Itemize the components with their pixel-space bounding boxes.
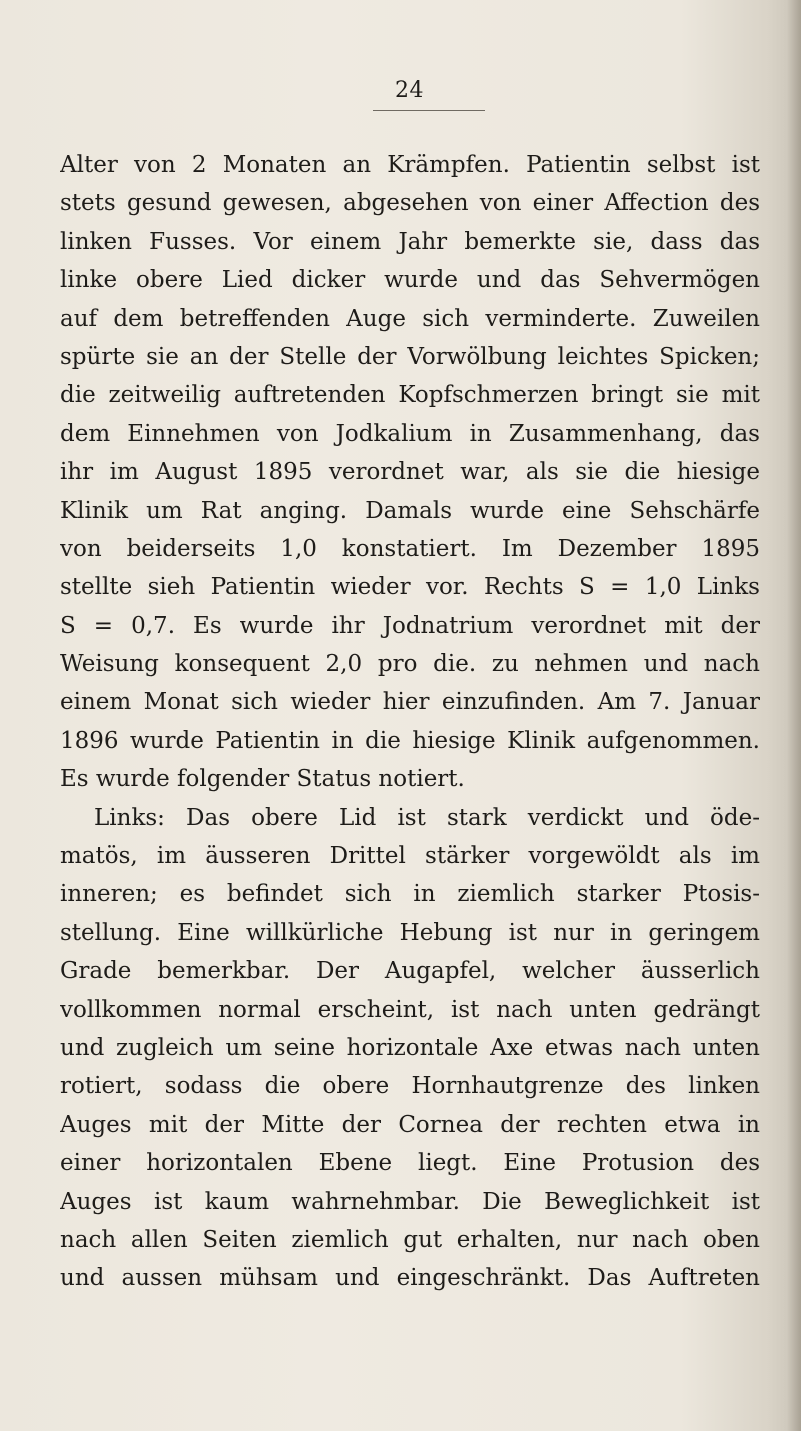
- page-number-rule: [373, 110, 485, 111]
- text-line: einem Monat sich wieder hier einzufinden. Am 7. Januar: [60, 689, 760, 716]
- text-line: nach allen Seiten ziemlich gut erhalten, nur nach oben: [60, 1226, 760, 1253]
- text-line: 1896 wurde Patientin in die hiesige Klinik aufgenommen.: [60, 727, 760, 754]
- text-line: und zugleich um seine horizontale Axe etwas nach unten: [60, 1034, 760, 1061]
- text-line: Auges ist kaum wahrnehmbar. Die Beweglichkeit ist: [60, 1188, 760, 1215]
- text-line: stellte sieh Patientin wieder vor. Rechts S = 1,0 Links: [60, 574, 760, 601]
- body-text: [60, 146, 760, 1298]
- text-line: stellung. Eine willkürliche Hebung ist nur in geringem: [60, 919, 760, 946]
- text-line: ihr im August 1895 verordnet war, als sie die hiesige: [60, 459, 760, 486]
- text-line: von beiderseits 1,0 konstatiert. Im Dezember 1895: [60, 535, 760, 562]
- text-line: matös, im äusseren Drittel stärker vorgewöldt als im: [60, 843, 760, 870]
- page-number: 24: [395, 78, 424, 103]
- text-line: Klinik um Rat anging. Damals wurde eine Sehschärfe: [60, 497, 760, 524]
- text-line: Alter von 2 Monaten an Krämpfen. Patientin selbst ist: [60, 152, 760, 178]
- page-edge-shadow: [787, 0, 801, 1431]
- text-line: auf dem betreffenden Auge sich verminderte. Zuweilen: [60, 305, 760, 332]
- text-line: Auges mit der Mitte der Cornea der rechten etwa in: [60, 1111, 760, 1138]
- text-line: Weisung konsequent 2,0 pro die. zu nehmen und nach: [60, 651, 760, 678]
- text-line: einer horizontalen Ebene liegt. Eine Protusion des: [60, 1150, 760, 1177]
- text-line: spürte sie an der Stelle der Vorwölbung leichtes Spicken;: [60, 343, 760, 370]
- text-line: stets gesund gewesen, abgesehen von einer Affection des: [60, 190, 760, 217]
- text-line: Grade bemerkbar. Der Augapfel, welcher äusserlich: [60, 958, 760, 985]
- text-line: rotiert, sodass die obere Hornhautgrenze des linken: [60, 1073, 760, 1100]
- text-line: inneren; es befindet sich in ziemlich starker Ptosis-: [60, 881, 760, 908]
- text-line: vollkommen normal erscheint, ist nach unten gedrängt: [60, 996, 760, 1023]
- text-line: Es wurde folgender Status notiert.: [60, 766, 465, 793]
- text-line: Links: Das obere Lid ist stark verdickt und öde-: [94, 804, 760, 831]
- text-line: linken Fusses. Vor einem Jahr bemerkte sie, dass das: [60, 228, 760, 255]
- text-line: und aussen mühsam und eingeschränkt. Das Auftreten: [60, 1265, 760, 1292]
- text-line: dem Einnehmen von Jodkalium in Zusammenhang, das: [60, 420, 760, 447]
- text-line: S = 0,7. Es wurde ihr Jodnatrium verordnet mit der: [60, 612, 760, 639]
- text-line: linke obere Lied dicker wurde und das Sehvermögen: [60, 267, 760, 294]
- text-line: die zeitweilig auftretenden Kopfschmerzen bringt sie mit: [60, 382, 760, 409]
